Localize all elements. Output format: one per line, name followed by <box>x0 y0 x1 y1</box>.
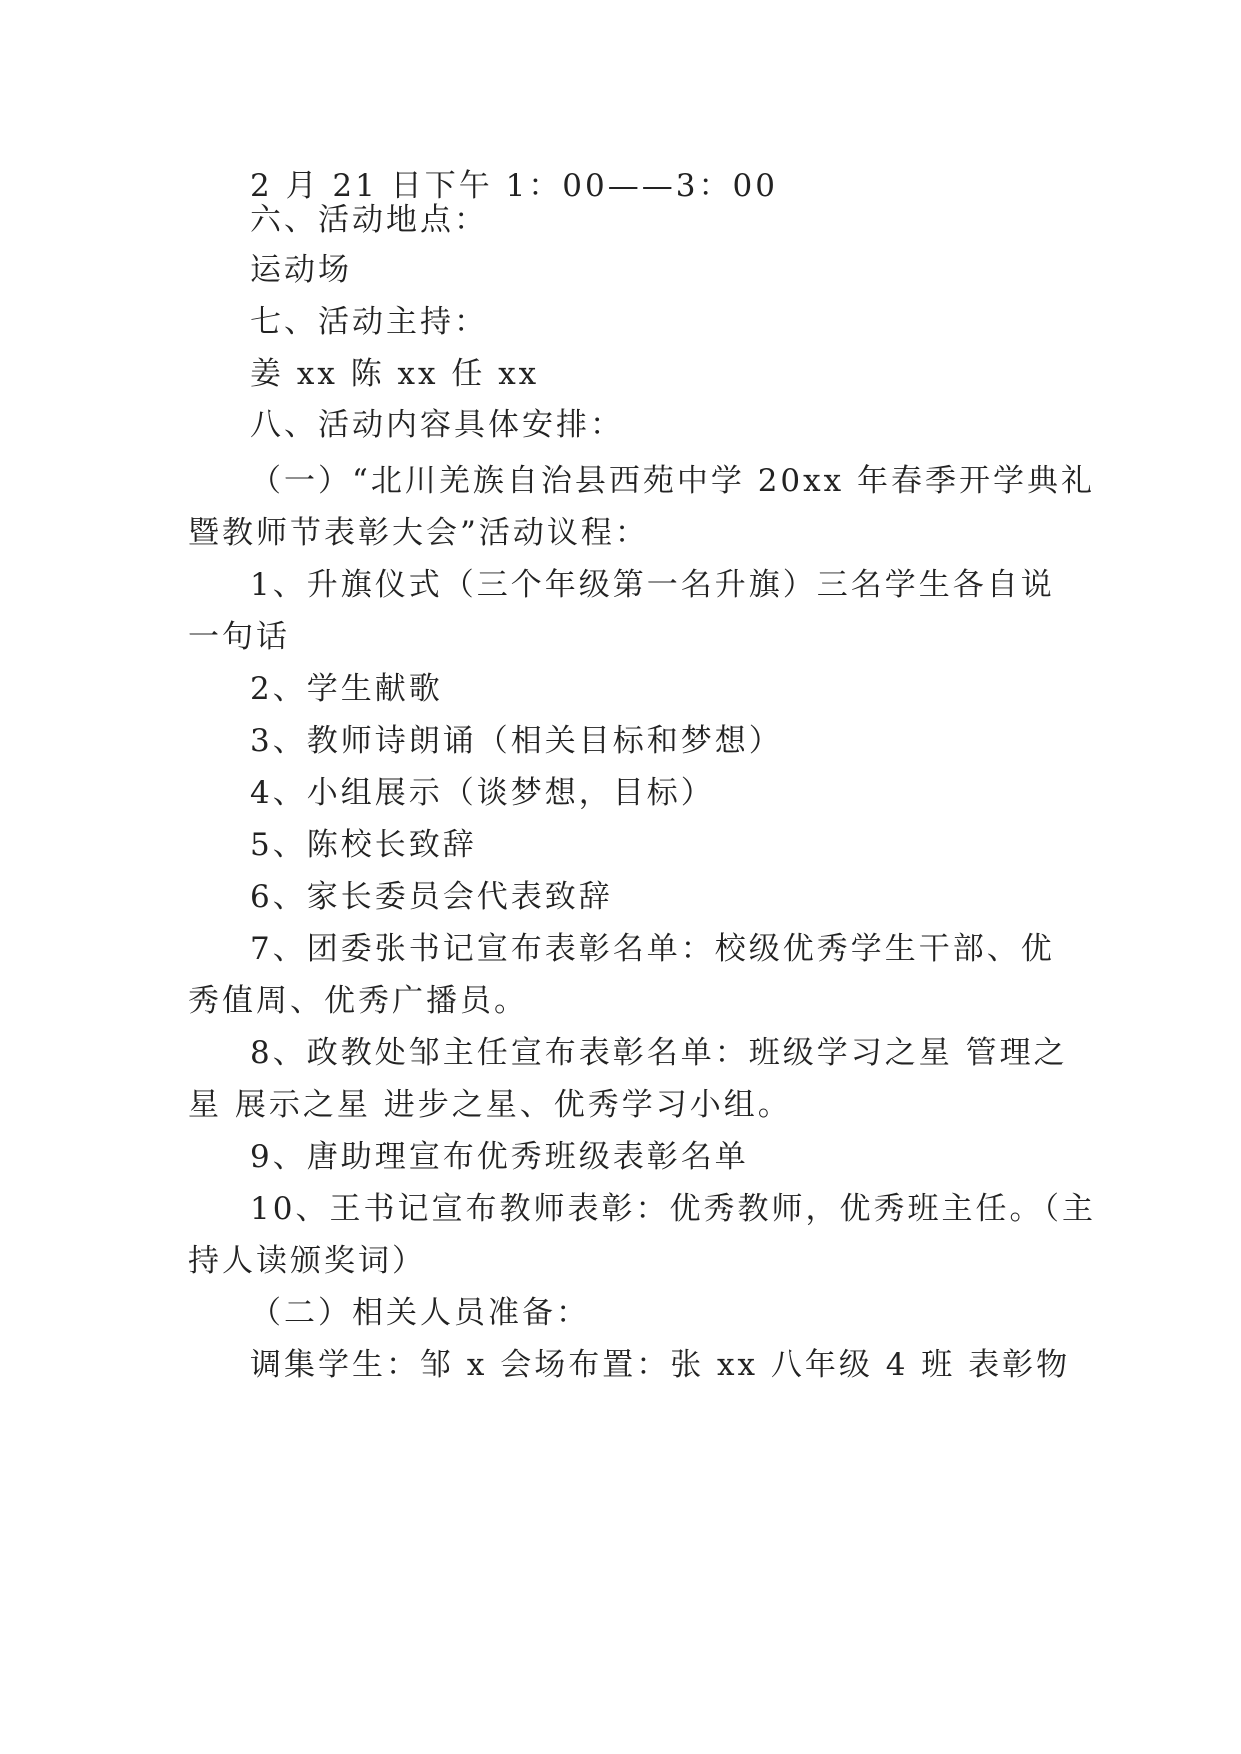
agenda-item-6: 6、家长委员会代表致辞 <box>250 879 613 915</box>
heading-host: 七、活动主持： <box>250 304 488 340</box>
agenda-item-10-line-1: 10、王书记宣布教师表彰：优秀教师，优秀班主任。（主 <box>250 1191 1096 1227</box>
agenda-item-3: 3、教师诗朗诵（相关目标和梦想） <box>250 723 783 759</box>
host-names: 姜 xx 陈 xx 任 xx <box>250 356 540 392</box>
agenda-item-7-line-2: 秀值周、优秀广播员。 <box>188 983 528 1019</box>
agenda-item-7-line-1: 7、团委张书记宣布表彰名单：校级优秀学生干部、优 <box>250 931 1055 967</box>
staff-assignment-line: 调集学生：邹 x 会场布置：张 xx 八年级 4 班 表彰物 <box>250 1347 1071 1383</box>
agenda-item-4: 4、小组展示（谈梦想，目标） <box>250 775 715 811</box>
location-text: 运动场 <box>250 252 352 288</box>
agenda-title-line-1: （一）“北川羌族自治县西苑中学 20xx 年春季开学典礼 <box>250 463 1095 499</box>
agenda-item-2: 2、学生献歌 <box>250 671 443 707</box>
agenda-item-5: 5、陈校长致辞 <box>250 827 477 863</box>
agenda-item-9: 9、唐助理宣布优秀班级表彰名单 <box>250 1139 749 1175</box>
agenda-title-line-2: 暨教师节表彰大会”活动议程： <box>188 515 649 551</box>
agenda-item-1-line-2: 一句话 <box>188 619 290 655</box>
agenda-item-8-line-2: 星 展示之星 进步之星、优秀学习小组。 <box>188 1087 792 1123</box>
heading-staff-preparation: （二）相关人员准备： <box>250 1295 590 1331</box>
agenda-item-8-line-1: 8、政教处邹主任宣布表彰名单：班级学习之星 管理之 <box>250 1035 1068 1071</box>
heading-location: 六、活动地点： <box>250 202 488 238</box>
heading-arrangement: 八、活动内容具体安排： <box>250 407 624 443</box>
agenda-item-1-line-1: 1、升旗仪式（三个年级第一名升旗）三名学生各自说 <box>250 567 1055 603</box>
time-line: 2 月 21 日下午 1：00——3：00 <box>250 168 778 204</box>
agenda-item-10-line-2: 持人读颁奖词） <box>188 1243 426 1279</box>
